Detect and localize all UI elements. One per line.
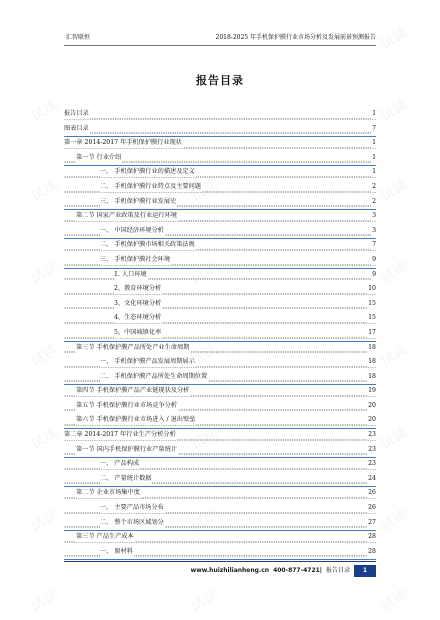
toc-entry-title: 第三节 手机保护膜产品所处产业生命周期 — [76, 343, 190, 351]
toc-entry-title: 一、 产品构成 — [100, 460, 140, 468]
toc-entry[interactable] — [64, 210, 376, 225]
toc-entry-page: 26 — [368, 504, 376, 512]
toc-entry[interactable] — [64, 269, 376, 284]
watermark-text: 试读 — [378, 586, 411, 615]
toc-entry-page: 3 — [372, 226, 376, 234]
toc-leader-dots — [64, 307, 376, 309]
toc-entry[interactable] — [64, 458, 376, 473]
toc-entry-page: 23 — [368, 431, 376, 439]
toc-entry-page: 18 — [368, 343, 376, 351]
watermark-text: 试读 — [28, 586, 61, 615]
toc-entry-page: 20 — [368, 401, 376, 409]
table-of-contents — [64, 108, 376, 560]
header-brand: 汇智联恒 — [66, 34, 91, 41]
toc-entry[interactable] — [64, 239, 376, 254]
watermark-text: 试读 — [378, 96, 411, 125]
toc-entry-title: 3、文化环境分析 — [114, 299, 162, 307]
toc-entry-page: 9 — [372, 255, 376, 263]
toc-entry-page: 1 — [372, 168, 376, 176]
toc-entry-page: 2 — [372, 182, 376, 190]
toc-entry-page: 1 — [372, 139, 376, 147]
toc-entry-title: 第一节 行业介绍 — [76, 153, 122, 161]
watermark-text: 试读 — [28, 424, 61, 453]
page-title: 报告目录 — [196, 74, 244, 87]
toc-entry-title: 一、 原材料 — [100, 547, 133, 555]
toc-entry-title: 二、 手机保护膜行业特点及主要问题 — [100, 182, 201, 190]
toc-entry-title: 二、 整个市场区域划分 — [100, 518, 164, 526]
toc-entry-page: 1 — [372, 153, 376, 161]
toc-entry-page: 23 — [368, 460, 376, 468]
toc-entry-page: 15 — [368, 299, 376, 307]
toc-entry-title: 第六节 手机保护膜行业市场进入 / 退出壁垒 — [76, 416, 196, 424]
toc-entry[interactable] — [64, 487, 376, 502]
toc-entry[interactable] — [64, 546, 376, 561]
toc-entry-title: 5、中国城镇化率 — [114, 328, 162, 336]
watermark-text: 试读 — [188, 341, 221, 370]
toc-entry[interactable] — [64, 473, 376, 488]
toc-entry-page: 7 — [372, 241, 376, 249]
toc-leader-dots — [64, 293, 376, 295]
toc-entry[interactable] — [64, 444, 376, 459]
toc-entry-title: 二、 产量统计数据 — [100, 474, 152, 482]
toc-entry[interactable] — [64, 137, 376, 152]
toc-entry-title: 二、 手机保护膜产品所处生命周期位置 — [100, 372, 208, 380]
toc-entry[interactable] — [64, 152, 376, 167]
toc-leader-dots — [64, 278, 376, 280]
toc-leader-dots — [64, 337, 376, 339]
toc-leader-dots — [64, 118, 376, 120]
toc-entry-page: 2 — [372, 197, 376, 205]
toc-entry[interactable] — [64, 123, 376, 138]
toc-entry-page: 26 — [368, 489, 376, 497]
page-header — [66, 33, 376, 43]
watermark-text: 试读 — [28, 96, 61, 125]
toc-entry[interactable] — [64, 414, 376, 429]
watermark-text: 试读 — [188, 424, 221, 453]
toc-entry-page: 24 — [368, 474, 376, 482]
toc-entry[interactable] — [64, 327, 376, 342]
toc-entry-title: 第二章 2014-2017 年行业生产分析分析 — [64, 431, 176, 439]
footer-page-number: 1 — [354, 565, 376, 577]
toc-entry[interactable] — [64, 429, 376, 444]
toc-entry-title: 第一章 2014-2017 年手机保护膜行业现状 — [64, 139, 182, 147]
watermark-text: 试读 — [28, 258, 61, 287]
toc-entry[interactable] — [64, 283, 376, 298]
watermark-text: 试读 — [188, 258, 221, 287]
toc-entry-title: 1. 人口环境 — [114, 270, 147, 278]
watermark-text: 试读 — [28, 176, 61, 205]
toc-entry-title: 第二节 国家产业政策及行业运行环境 — [76, 212, 177, 220]
toc-entry-page: 3 — [372, 212, 376, 220]
toc-entry-title: 4、生态环境分析 — [114, 314, 162, 322]
toc-entry[interactable] — [64, 502, 376, 517]
toc-entry[interactable] — [64, 196, 376, 211]
toc-entry-page: 10 — [368, 285, 376, 293]
footer-phone: 400-877-4721| — [273, 567, 322, 574]
toc-entry-title: 第一节 国内手机保护膜行业产量统计 — [76, 445, 177, 453]
watermark-text: 试读 — [378, 506, 411, 535]
toc-entry-page: 15 — [368, 314, 376, 322]
toc-leader-dots — [64, 322, 376, 324]
toc-entry-page: 1 — [372, 110, 376, 117]
toc-entry[interactable] — [64, 342, 376, 357]
toc-entry-title: 第三节 产品生产成本 — [76, 533, 134, 541]
toc-entry-title: 图表目录 — [64, 124, 89, 132]
footer-section-label: 报告目录 — [325, 567, 350, 574]
toc-entry-title: 第四节 手机保护膜产品产业链现状及分析 — [76, 387, 190, 395]
footer-url[interactable]: www.huizhilianheng.cn — [190, 567, 270, 574]
header-document-title: 2018-2025 年手机保护膜行业市场分析及发展前景预测报告 — [215, 34, 376, 41]
toc-entry-title: 一、 手机保护膜行业的描述及定义 — [100, 168, 195, 176]
toc-entry-page: 20 — [368, 416, 376, 424]
watermark-text: 试读 — [378, 424, 411, 453]
page-footer — [191, 565, 376, 577]
footer-divider — [64, 561, 376, 562]
toc-entry-title: 一、 主要产品市场分布 — [100, 504, 164, 512]
toc-entry-title: 三、 手机保护膜行业发展史 — [100, 197, 177, 205]
watermark-text: 试读 — [188, 586, 221, 615]
toc-entry-page: 9 — [372, 270, 376, 278]
watermark-text: 试读 — [378, 258, 411, 287]
toc-entry[interactable] — [64, 298, 376, 313]
watermark-text: 试读 — [188, 176, 221, 205]
toc-entry-page: 7 — [372, 124, 376, 132]
toc-entry-title: 三、 手机保护膜社会环境 — [100, 255, 171, 263]
toc-entry[interactable] — [64, 517, 376, 532]
watermark-text: 试读 — [378, 24, 411, 53]
watermark-text: 试读 — [378, 341, 411, 370]
toc-entry[interactable] — [64, 371, 376, 386]
toc-entry-title: 报告目录 — [64, 110, 89, 117]
watermark-text: 试读 — [378, 176, 411, 205]
toc-entry-title: 第五节 手机保护膜行业市场竞争分析 — [76, 401, 177, 409]
toc-entry[interactable] — [64, 531, 376, 546]
toc-entry[interactable] — [64, 312, 376, 327]
toc-entry[interactable] — [64, 356, 376, 371]
toc-entry[interactable] — [64, 254, 376, 269]
toc-entry-page: 28 — [368, 547, 376, 555]
toc-entry-title: 一、 中国经济环境分析 — [100, 226, 164, 234]
toc-entry-title: 一、 手机保护膜产品发展周期展示 — [100, 358, 195, 366]
toc-entry[interactable] — [64, 108, 376, 123]
toc-entry-page: 17 — [368, 328, 376, 336]
toc-entry[interactable] — [64, 400, 376, 415]
toc-entry-page: 18 — [368, 358, 376, 366]
watermark-text: 试读 — [28, 506, 61, 535]
toc-entry-title: 第二节 企业市场集中度 — [76, 489, 140, 497]
toc-entry-page: 27 — [368, 518, 376, 526]
toc-entry[interactable] — [64, 181, 376, 196]
toc-entry-page: 19 — [368, 387, 376, 395]
toc-entry[interactable] — [64, 225, 376, 240]
toc-entry-page: 23 — [368, 445, 376, 453]
header-divider — [64, 45, 376, 46]
toc-entry[interactable] — [64, 166, 376, 181]
watermark-text: 试读 — [188, 506, 221, 535]
toc-entry-page: 28 — [368, 533, 376, 541]
toc-entry-title: 二、 手机保护膜市场相关政策法规 — [100, 241, 195, 249]
watermark-text: 试读 — [28, 341, 61, 370]
toc-leader-dots — [64, 132, 376, 134]
toc-entry-title: 2、教育环境分析 — [114, 285, 162, 293]
toc-entry[interactable] — [64, 385, 376, 400]
toc-entry-page: 18 — [368, 372, 376, 380]
